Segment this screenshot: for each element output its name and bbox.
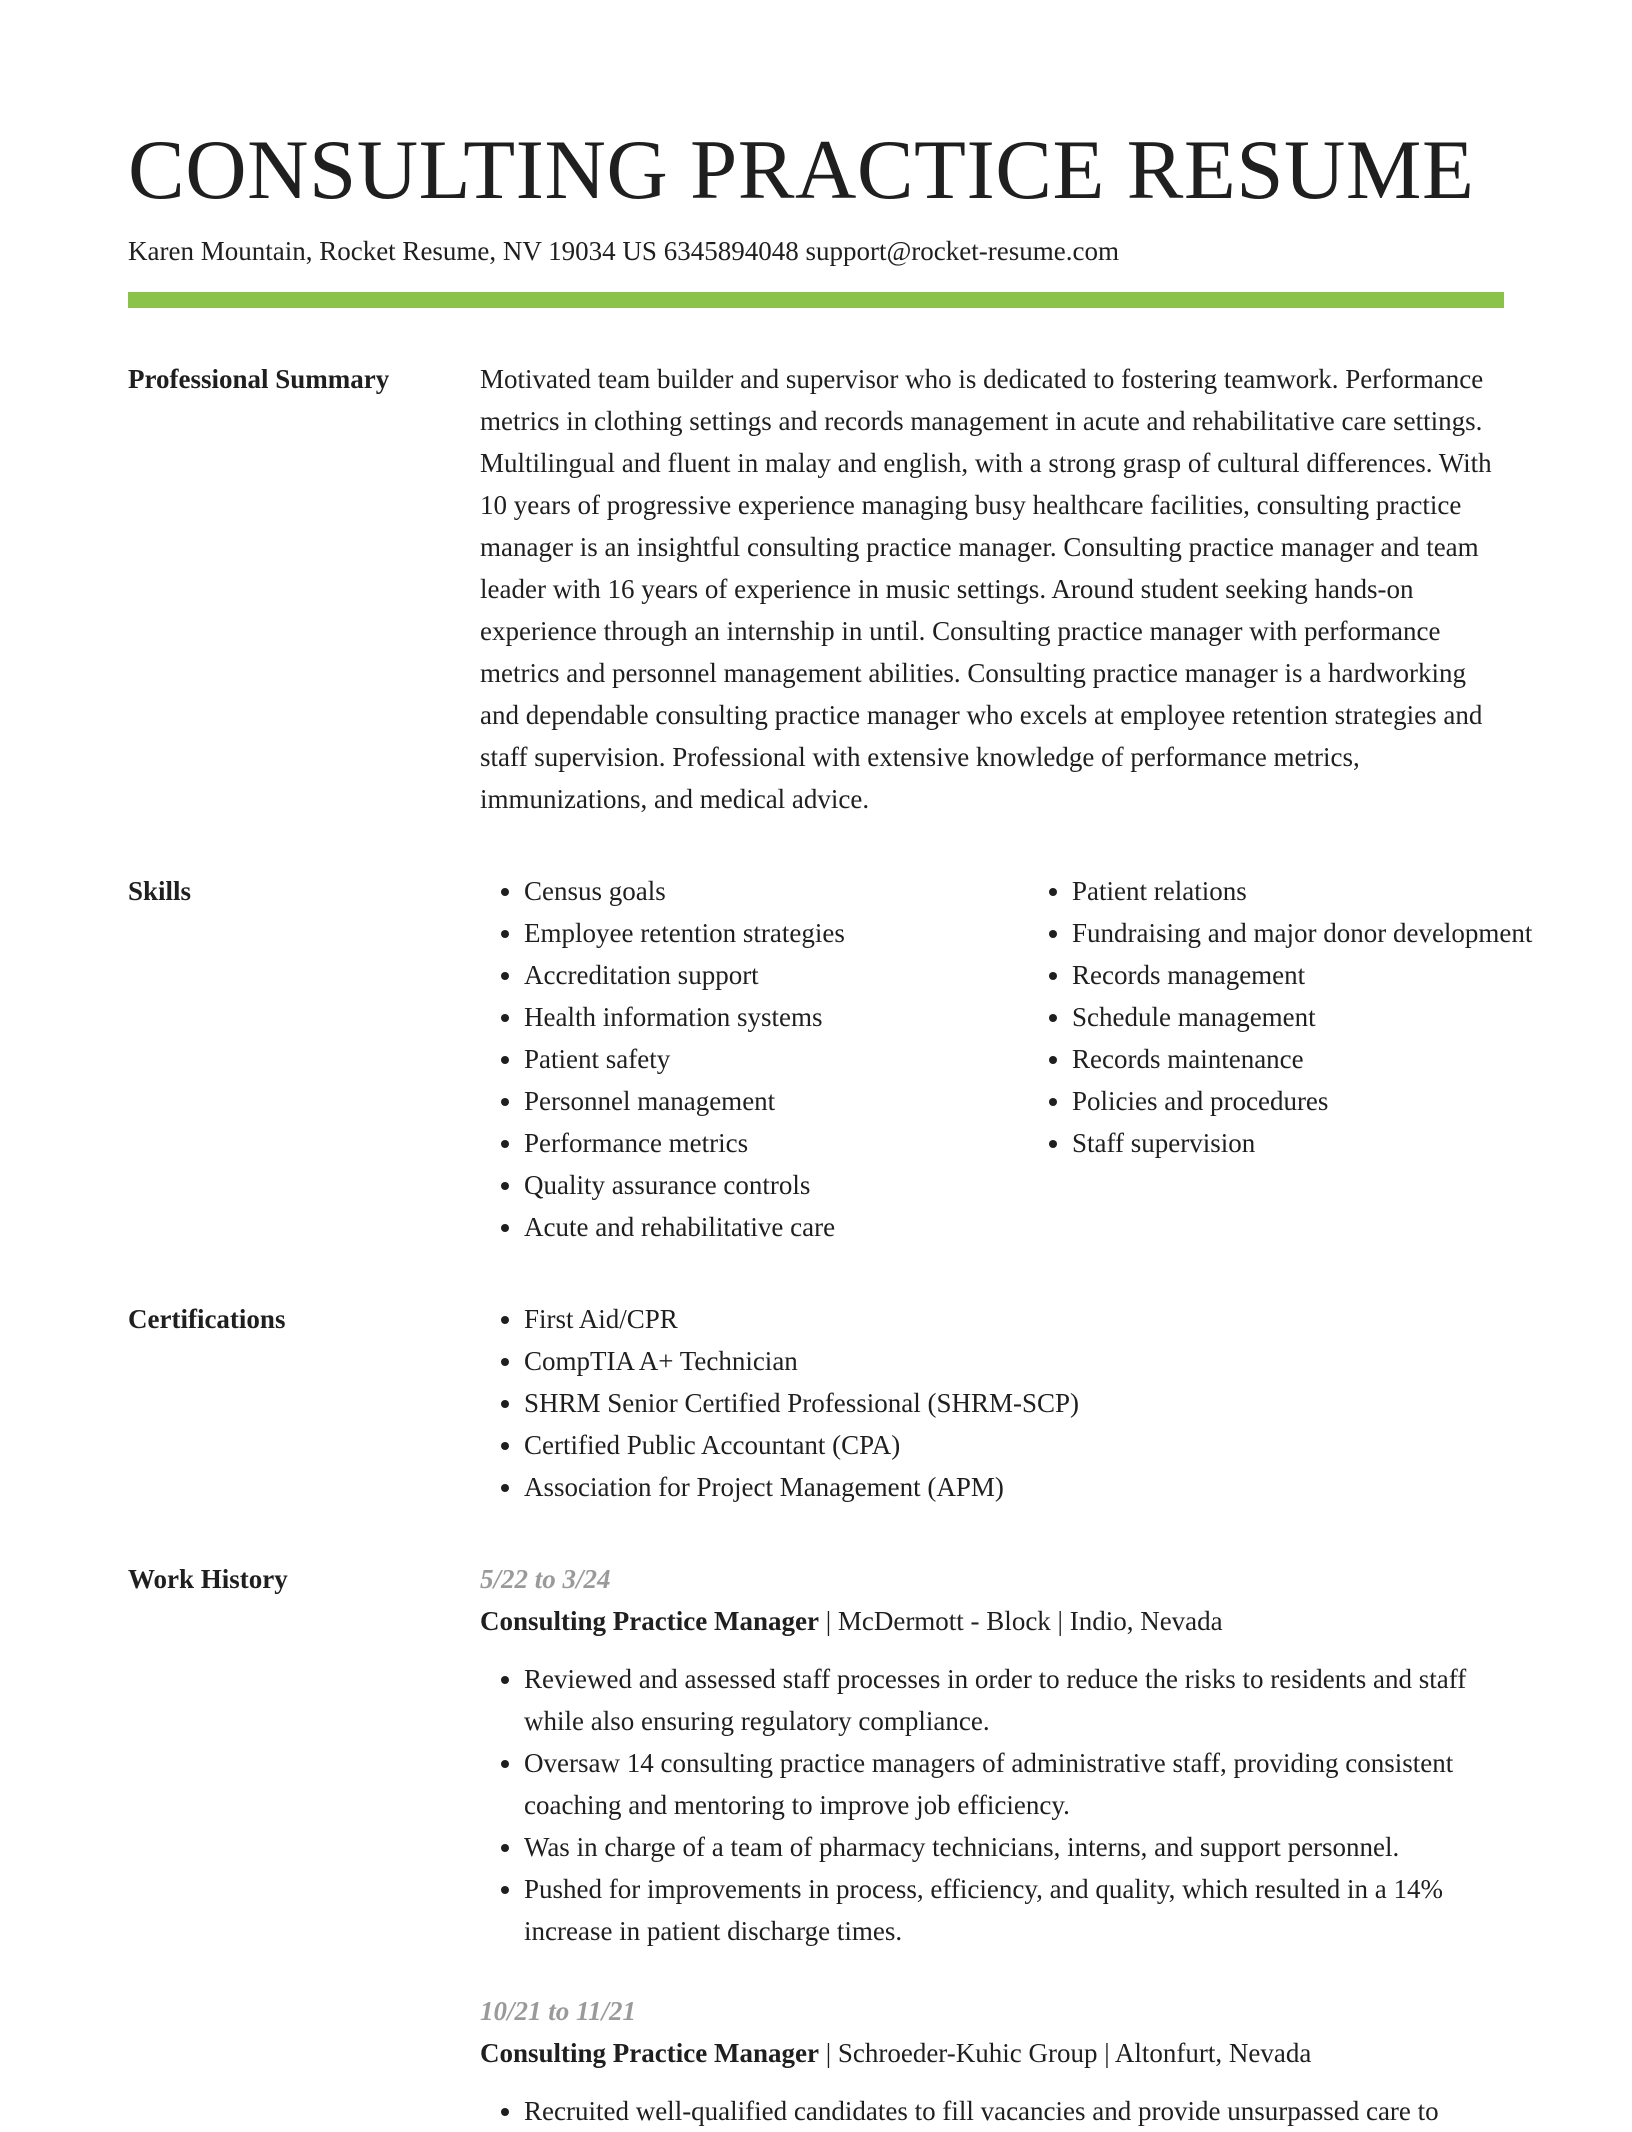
- certifications-list: [480, 1298, 1504, 1508]
- certification-item: • Certified Public Accountant (CPA): [524, 1424, 1504, 1466]
- skill-item: • Employee retention strategies: [524, 912, 1028, 954]
- job-bullets: [480, 1658, 1504, 1952]
- job-bullet: • Was in charge of a team of pharmacy technicians, interns, and support personnel.: [524, 1826, 1504, 1868]
- job-title: Consulting Practice Manager: [480, 2038, 819, 2068]
- skill-item: • Personnel management: [524, 1080, 1028, 1122]
- skill-item: • Health information systems: [524, 996, 1028, 1038]
- job-entry: [480, 1558, 1504, 1952]
- summary-text: Motivated team builder and supervisor who is dedicated to fostering teamwork. Performance metrics in clothing settings and records management in acute and rehabilitative care settings. Multilingual and fluent in malay and english, with a strong grasp of cultural differences. With 10 years of progressive experience managing busy healthcare facilities, consulting practice manager is an insightful consulting practice manager. Consulting practice manager and team leader with 16 years of experience in music settings. Around student seeking hands-on experience through an internship in until. Consulting practice manager with performance metrics and personnel management abilities. Consulting practice manager is a hardworking and dependable consulting practice manager who excels at employee retention strategies and staff supervision. Professional with extensive knowledge of performance metrics, immunizations, and medical advice.: [480, 364, 1492, 814]
- section-label-summary: Professional Summary: [128, 364, 390, 394]
- skills-list-column-1: [480, 870, 1028, 1248]
- contact-line: Karen Mountain, Rocket Resume, NV 19034 US 6345894048 support@rocket-resume.com: [128, 236, 1119, 266]
- job-title: Consulting Practice Manager: [480, 1606, 819, 1636]
- job-heading: [480, 2032, 1504, 2074]
- certification-item: • Association for Project Management (APM): [524, 1466, 1504, 1508]
- skill-item: • Performance metrics: [524, 1122, 1028, 1164]
- skills-section: [128, 870, 1533, 1248]
- skill-item: • Patient safety: [524, 1038, 1028, 1080]
- job-entry: [480, 1990, 1504, 2132]
- section-label-certifications: Certifications: [128, 1304, 286, 1334]
- skill-item: • Schedule management: [1072, 996, 1576, 1038]
- section-label-skills: Skills: [128, 876, 192, 906]
- skill-item: • Records management: [1072, 954, 1576, 996]
- skill-item: • Quality assurance controls: [524, 1164, 1028, 1206]
- skill-item: • Staff supervision: [1072, 1122, 1576, 1164]
- resume-page: [128, 118, 1533, 2132]
- certifications-section: [128, 1298, 1504, 1508]
- certification-item: • CompTIA A+ Technician: [524, 1340, 1504, 1382]
- certification-item: • First Aid/CPR: [524, 1298, 1504, 1340]
- job-bullet: • Recruited well-qualified candidates to fill vacancies and provide unsurpassed care to: [524, 2090, 1504, 2132]
- job-dates: 5/22 to 3/24: [480, 1564, 611, 1594]
- skill-item: • Census goals: [524, 870, 1028, 912]
- work-history-section: [128, 1558, 1504, 2132]
- job-bullet: • Reviewed and assessed staff processes in order to reduce the risks to residents and staff while also ensuring regulatory compliance.: [524, 1658, 1504, 1742]
- skill-item: • Policies and procedures: [1072, 1080, 1576, 1122]
- skill-item: • Accreditation support: [524, 954, 1028, 996]
- skill-item: • Records maintenance: [1072, 1038, 1576, 1080]
- job-company-location: | McDermott - Block | Indio, Nevada: [818, 1606, 1223, 1636]
- skills-list-column-2: [1028, 870, 1576, 1248]
- header-divider: [128, 292, 1504, 308]
- certification-item: • SHRM Senior Certified Professional (SHRM-SCP): [524, 1382, 1504, 1424]
- job-heading: [480, 1600, 1504, 1642]
- skill-item: • Acute and rehabilitative care: [524, 1206, 1028, 1248]
- resume-title: CONSULTING PRACTICE RESUME: [128, 123, 1475, 217]
- skill-item: • Patient relations: [1072, 870, 1576, 912]
- job-bullet: • Oversaw 14 consulting practice managers of administrative staff, providing consistent coaching and mentoring to improve job efficiency.: [524, 1742, 1504, 1826]
- job-bullets: [480, 2090, 1504, 2132]
- job-dates: 10/21 to 11/21: [480, 1996, 637, 2026]
- skill-item: • Fundraising and major donor development: [1072, 912, 1576, 954]
- job-company-location: | Schroeder-Kuhic Group | Altonfurt, Nevada: [818, 2038, 1312, 2068]
- section-label-work-history: Work History: [128, 1564, 288, 1594]
- summary-section: [128, 358, 1504, 820]
- job-bullet: • Pushed for improvements in process, efficiency, and quality, which resulted in a 14% increase in patient discharge times.: [524, 1868, 1504, 1952]
